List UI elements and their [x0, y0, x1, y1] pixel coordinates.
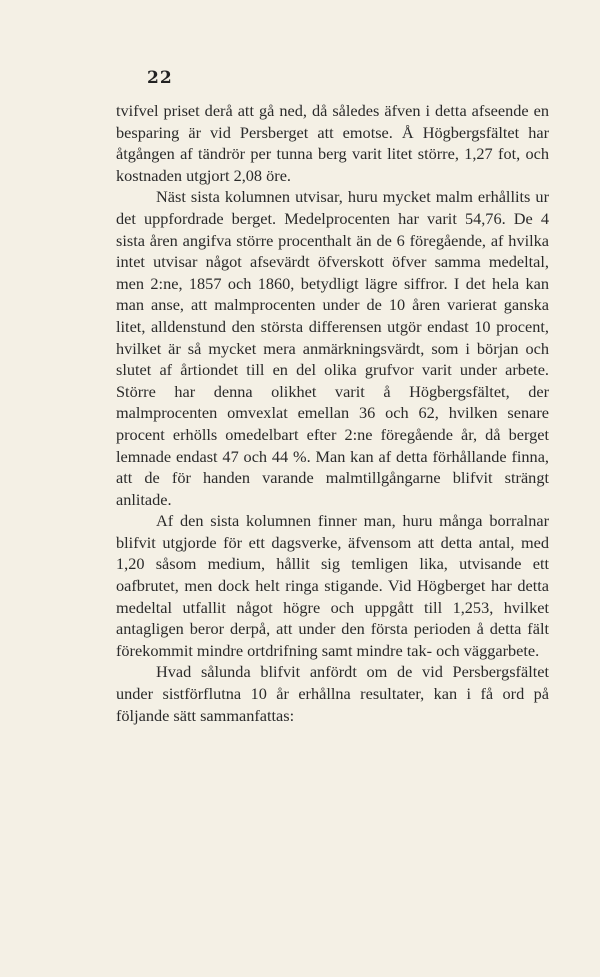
body-text [116, 100, 549, 726]
paragraph-continuation: tvifvel priset derå att gå ned, då således äfven i detta afseende en besparing är vid Persberget att emotse. Å Högbergsfältet har åtgången af tändrör per tunna berg varit litet större, 1,27 fot, och kostnaden utgjort 2,08 öre. [116, 101, 549, 185]
paragraph-summary-intro: Hvad sålunda blifvit anfördt om de vid Persbergsfältet under sistförflutna 10 år erhållna resultater, kan i få ord på följande sätt sammanfattas: [116, 662, 549, 725]
paragraph-malm-procent: Näst sista kolumnen utvisar, huru mycket malm erhållits ur det uppfordrade berget. Medelprocenten har varit 54,76. De 4 sista åren angifva större procenthalt än de 6 föregående, af hvilka intet utvisar något afsevärdt öfverskott öfver samma medeltal, men 2:ne, 1857 och 1860, betydligt lägre siffror. I det hela kan man anse, att malmprocenten under de 10 åren varierat ganska litet, alldenstund den största differensen utgör endast 10 procent, hvilket är så mycket mera anmärkningsvärdt, som i början och slutet af årtiondet till en del olika grufvor varit under arbete. Större har denna olikhet varit å Högbergsfältet, der malmprocenten omvexlat emellan 36 och 62, hvilken senare procent erhölls omedelbart efter 2:ne föregående år, då berget lemnade endast 47 och 44 %. Man kan af detta förhållande finna, att de för handen varande malmtillgångarne blifvit strängt anlitade. [116, 187, 549, 509]
paragraph-borralnar: Af den sista kolumnen finner man, huru många borralnar blifvit utgjorde för ett dagsverke, äfvensom att detta antal, med 1,20 såsom medium, hållit sig temligen lika, utvisande ett oafbrutet, men dock helt ringa stigande. Vid Högberget har detta medeltal utfallit något högre och uppgått till 1,253, hvilket antagligen beror derpå, att under den första perioden å detta fält förekommit mindre ortdrifning samt mindre tak- och väggarbete. [116, 511, 549, 660]
page-number: 22 [147, 68, 173, 88]
